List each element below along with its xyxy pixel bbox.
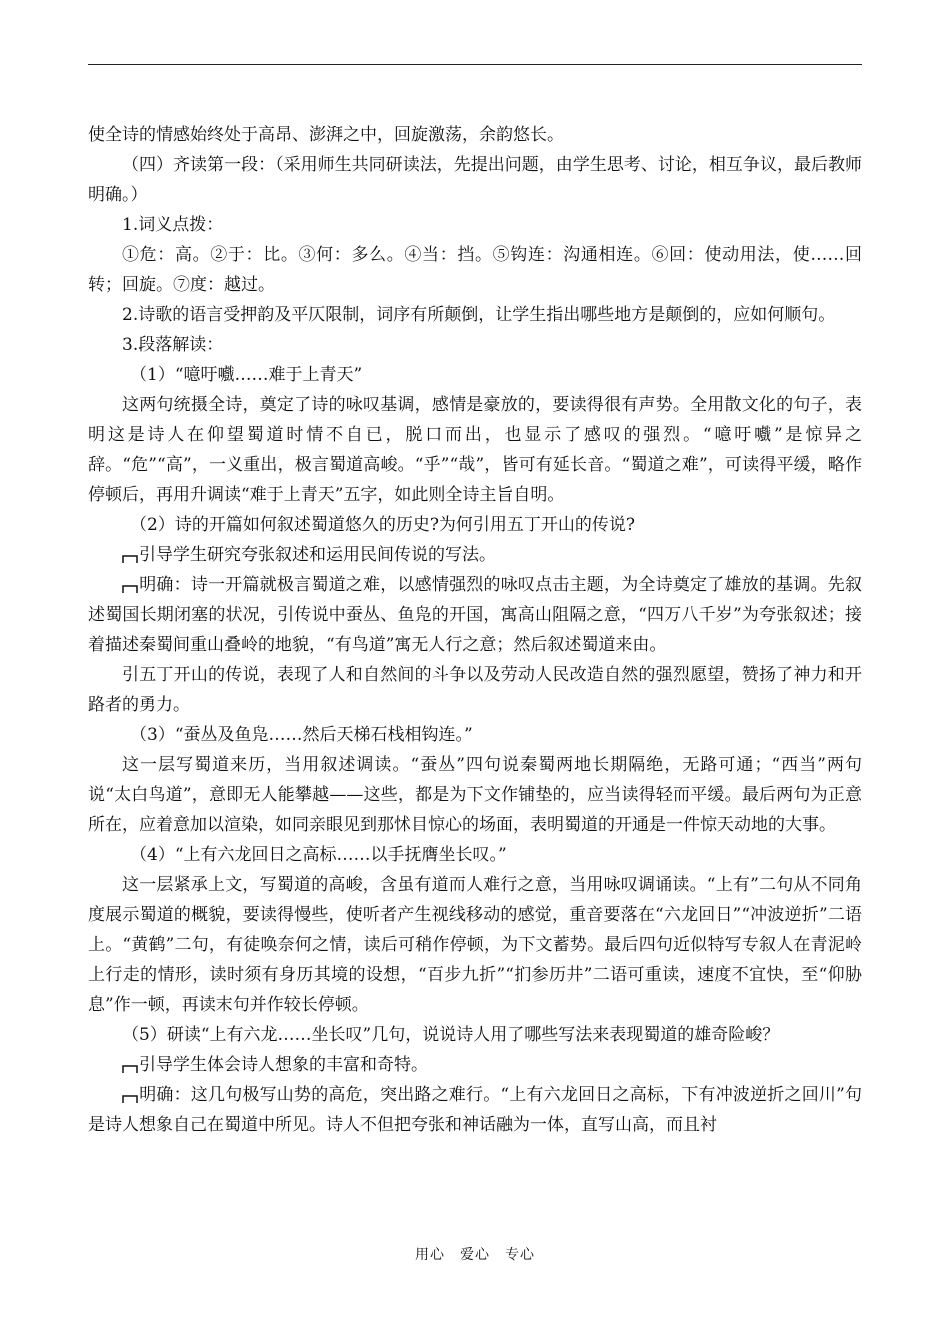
paragraph: 1.词义点拨：	[122, 215, 224, 235]
paragraph: 2.诗歌的语言受押韵及平仄限制，词序有所颠倒，让学生指出哪些地方是颠倒的，应如何顺句。	[122, 305, 836, 325]
paragraph: （四）齐读第一段：（采用师生共同研读法，先提出问题，由学生思考、讨论，相互争议，最后教师明确。）	[88, 155, 862, 205]
bracket-marker-icon	[122, 583, 138, 593]
paragraph: （2）诗的开篇如何叙述蜀道悠久的历史?为何引用五丁开山的传说?	[130, 515, 636, 535]
paragraph-with-marker	[88, 540, 862, 570]
paragraph: ①危：高。②于：比。③何：多么。④当：挡。⑤钩连：沟通相连。⑥回：使动用法，使……回转；回旋。⑦度：越过。	[88, 245, 862, 295]
paragraph-text: 引导学生体会诗人想象的丰富和奇特。	[139, 1055, 428, 1075]
paragraph-with-marker	[88, 1050, 862, 1080]
paragraph: 这一层紧承上文，写蜀道的高峻，含虽有道而人难行之意，当用咏叹调诵读。“上有”二句从不同角度展示蜀道的概貌，要读得慢些，使听者产生视线移动的感觉，重音要落在“六龙回日”“冲波逆折”二语上。“黄鹤”二句，有徒唤奈何之情，读后可稍作停顿，为下文蓄势。最后四句近似特写专叙人在青泥岭上行走的情形，读时须有身历其境的设想，“百步九折”“扪参历井”二语可重读，速度不宜快，至“仰胁息”作一顿，再读末句并作较长停顿。	[88, 875, 862, 1015]
bracket-marker-icon	[122, 1063, 138, 1073]
bracket-marker-icon	[122, 1093, 138, 1103]
paragraph: （4）“上有六龙回日之高标……以手抚膺坐长叹。”	[130, 845, 507, 865]
paragraph: 3.段落解读：	[122, 335, 224, 355]
paragraph-text: 明确：这几句极写山势的高危，突出路之难行。“上有六龙回日之高标，下有冲波逆折之回川”句是诗人想象自己在蜀道中所见。诗人不但把夸张和神话融为一体，直写山高，而且衬	[88, 1085, 862, 1135]
paragraph-with-marker	[88, 1080, 862, 1140]
paragraph: 这两句统摄全诗，奠定了诗的咏叹基调，感情是豪放的，要读得很有声势。全用散文化的句子，表明这是诗人在仰望蜀道时情不自已，脱口而出，也显示了感叹的强烈。“噫吁嚱”是惊异之辞。“危”“高”，一义重出，极言蜀道高峻。“乎”“哉”，皆可有延长音。“蜀道之难”，可读得平缓，略作停顿后，再用升调读“难于上青天”五字，如此则全诗主旨自明。	[88, 395, 862, 505]
paragraph: 这一层写蜀道来历，当用叙述调读。“蚕丛”四句说秦蜀两地长期隔绝，无路可通；“西当”两句说“太白鸟道”，意即无人能攀越——这些，都是为下文作铺垫的，应当读得轻而平缓。最后两句为正意所在，应着意加以渲染，如同亲眼见到那怵目惊心的场面，表明蜀道的开通是一件惊天动地的大事。	[88, 755, 862, 835]
paragraph-text: 引导学生研究夸张叙述和运用民间传说的写法。	[139, 545, 496, 565]
header-rule	[88, 64, 862, 65]
paragraph: （1）“噫吁嚱……难于上青天”	[130, 365, 363, 385]
document-body	[88, 120, 862, 1140]
paragraph-with-marker	[88, 570, 862, 660]
paragraph: （3）“蚕丛及鱼凫……然后天梯石栈相钩连。”	[130, 725, 473, 745]
paragraph-text: 明确：诗一开篇就极言蜀道之难，以感情强烈的咏叹点击主题，为全诗奠定了雄放的基调。先叙述蜀国长期闭塞的状况，引传说中蚕丛、鱼凫的开国，寓高山阻隔之意，“四万八千岁”为夸张叙述；接着描述秦蜀间重山叠岭的地貌，“有鸟道”寓无人行之意；然后叙述蜀道来由。	[88, 575, 862, 655]
paragraph: 使全诗的情感始终处于高昂、澎湃之中，回旋激荡，余韵悠长。	[88, 125, 564, 145]
paragraph: （5）研读“上有六龙……坐长叹”几句，说说诗人用了哪些写法来表现蜀道的雄奇险峻？	[122, 1025, 780, 1045]
page-footer: 用心 爱心 专心	[415, 1247, 535, 1263]
bracket-marker-icon	[122, 553, 138, 563]
paragraph: 引五丁开山的传说，表现了人和自然间的斗争以及劳动人民改造自然的强烈愿望，赞扬了神力和开路者的勇力。	[88, 665, 862, 715]
